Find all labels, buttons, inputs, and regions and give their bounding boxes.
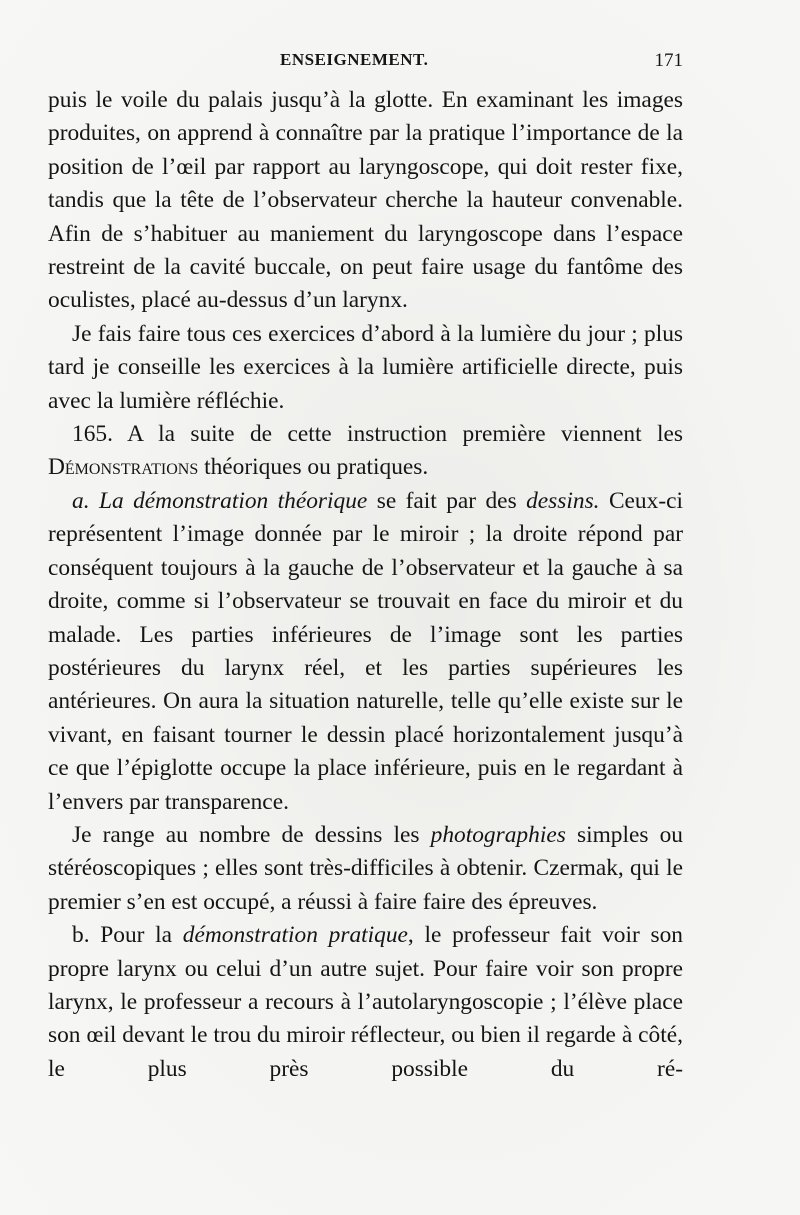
demonstration-pratique-italic: démonstration pratique — [182, 922, 408, 949]
dessins-italic: dessins. — [526, 487, 600, 514]
page-header — [48, 46, 683, 74]
paragraph-5-a: Je range au nombre de dessins les — [72, 821, 420, 848]
photographies-italic: photographies — [430, 821, 566, 848]
paragraph-2: Je fais faire tous ces exercices d’abord à la lumière du jour ; plus tard je conseille les exercices à la lumière artificielle directe, puis avec la lumière réfléchie. — [48, 320, 683, 414]
paragraph-4-a: a. La — [72, 487, 124, 514]
paragraph-3-start: 165. A la suite de cette instruction première viennent les — [72, 421, 683, 448]
paragraph-4-c: Ceux-ci représentent l’image donnée par le miroir ; la droite répond par conséquent toujours à la gauche de l’observateur et la gauche à sa droite, comme si l’observateur se trouvait en face du miroir et du malade. Les parties inférieures de l’image sont les parties postérieures du larynx réel, et les parties supérieures les antérieures. On aura la situation naturelle, telle qu’elle existe sur le vivant, en faisant tourner le dessin placé horizontalement jusqu’à ce que l’épiglotte occupe la place inférieure, puis en le regardant à l’envers par transparence. — [48, 487, 683, 815]
page-number: 171 — [654, 50, 683, 71]
paragraph-1: puis le voile du palais jusqu’à la glotte. En examinant les images produites, on apprend à connaître par la pratique l’importance de la position de l’œil par rapport au laryngoscope, qui doit rester fixe, tandis que la tête de l’observateur cherche la hauteur convenable. Afin de s’habituer au maniement du laryngoscope dans l’espace restreint de la cavité buccale, on peut faire usage du fantôme des oculistes, placé au-dessus d’un larynx. — [48, 87, 683, 314]
demonstrations-smallcaps: Démonstrations — [48, 454, 199, 481]
body-text — [48, 84, 683, 1086]
paragraph-6-b: , le professeur fait voir son propre larynx ou celui d’un autre sujet. Pour faire voir son propre larynx, le professeur a recours à l’autolaryngoscopie ; l’élève place son œil devant le trou du miroir réflecteur, ou bien il regarde à côté, le plus près possible du ré- — [48, 922, 684, 1082]
paragraph-3-end: théoriques ou pratiques. — [204, 454, 429, 481]
paragraph-6 — [48, 919, 683, 1086]
paragraph-4-b: se fait par des — [376, 487, 517, 514]
paragraph-5 — [48, 819, 683, 919]
running-head: ENSEIGNEMENT. — [280, 50, 429, 69]
paragraph-3 — [48, 418, 683, 485]
paragraph-5-b: simples ou stéréoscopiques ; elles sont très-difficiles à obtenir. Czermak, qui le premier s’en est occupé, a réussi à faire faire des épreuves. — [48, 821, 683, 915]
paragraph-4 — [48, 485, 683, 819]
demonstration-theorique-italic: démonstration théorique — [133, 487, 368, 514]
paragraph-6-a: b. Pour la — [72, 922, 173, 949]
